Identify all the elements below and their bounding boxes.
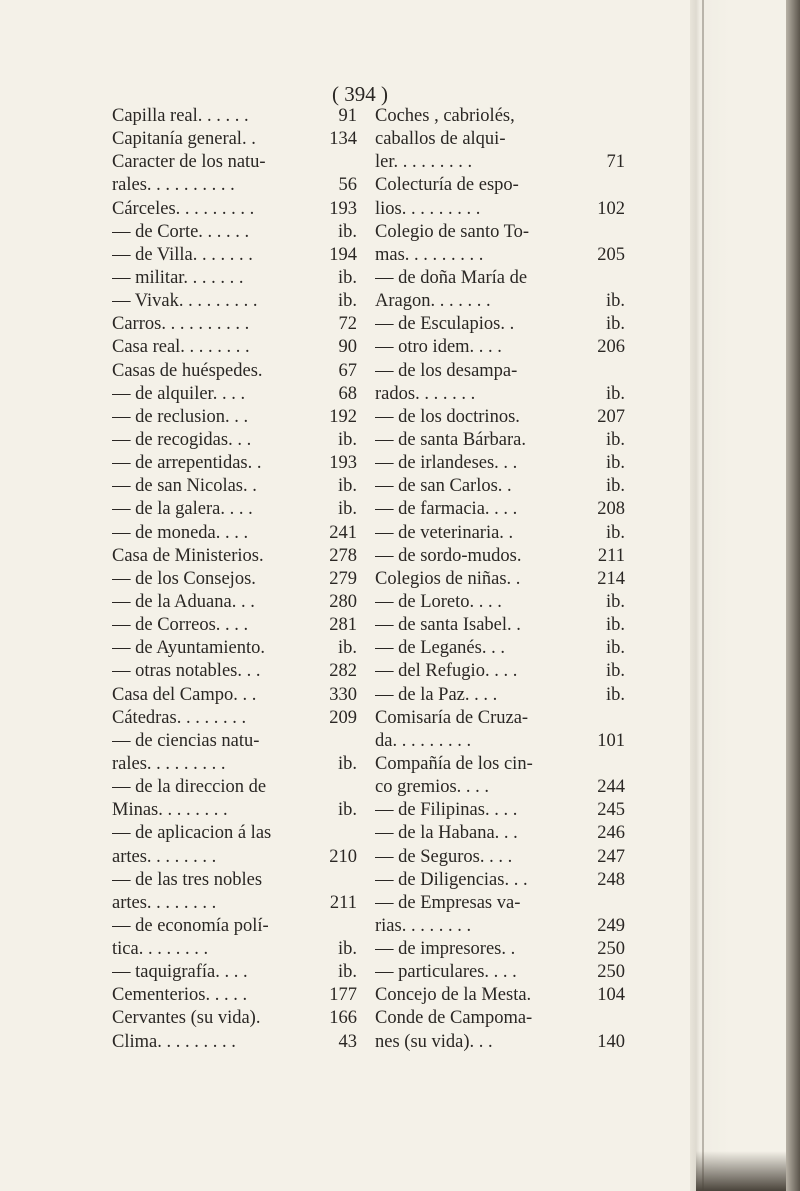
index-term: — de Empresas va- bbox=[375, 892, 521, 913]
index-page-ref: 210 bbox=[329, 846, 357, 867]
index-term: — de la Habana. . . bbox=[375, 823, 518, 844]
index-term: Aragon. . . . . . . bbox=[375, 291, 491, 312]
index-term: Compañía de los cin- bbox=[375, 753, 533, 774]
index-page-ref: 244 bbox=[597, 777, 625, 798]
index-page-ref: ib. bbox=[605, 429, 625, 450]
index-column-left bbox=[112, 105, 357, 1054]
index-term: — Vivak. . . . . . . . . bbox=[112, 291, 258, 312]
index-term: Conde de Campoma- bbox=[375, 1008, 533, 1029]
index-entry bbox=[112, 730, 357, 753]
index-term: da. . . . . . . . . bbox=[375, 730, 472, 751]
index-page-ref: ib. bbox=[337, 939, 357, 960]
index-page-ref: ib. bbox=[337, 221, 357, 242]
index-page-ref: 278 bbox=[329, 545, 357, 566]
index-entry bbox=[112, 869, 357, 892]
index-term: — particulares. . . . bbox=[375, 962, 517, 983]
index-entry bbox=[375, 614, 625, 637]
index-page-ref: ib. bbox=[605, 453, 625, 474]
corner-shadow bbox=[696, 1151, 786, 1191]
index-term: rales. . . . . . . . . . bbox=[112, 175, 235, 196]
index-term: — de la galera. . . . bbox=[112, 499, 253, 520]
index-term: — de los Consejos. bbox=[112, 568, 256, 589]
index-term: Cárceles. . . . . . . . . bbox=[112, 198, 255, 219]
index-page-ref: ib. bbox=[605, 684, 625, 705]
index-term: — de reclusion. . . bbox=[112, 406, 249, 427]
index-term: Coches , cabriolés, bbox=[375, 106, 515, 126]
index-entry bbox=[112, 984, 357, 1007]
index-page-ref: 193 bbox=[329, 198, 357, 219]
index-term: — de Villa. . . . . . . bbox=[112, 244, 253, 265]
index-page-ref: 247 bbox=[597, 846, 625, 867]
index-entry bbox=[375, 336, 625, 359]
index-term: — de Correos. . . . bbox=[112, 615, 249, 636]
index-term: — de santa Isabel. . bbox=[375, 615, 521, 636]
index-entry bbox=[112, 545, 357, 568]
index-entry bbox=[112, 776, 357, 799]
index-entry bbox=[112, 221, 357, 244]
index-entry bbox=[112, 336, 357, 359]
index-term: — de farmacia. . . . bbox=[375, 499, 518, 520]
index-entry bbox=[375, 174, 625, 197]
index-term: tica. . . . . . . . bbox=[112, 939, 209, 960]
index-entry bbox=[375, 498, 625, 521]
index-page-ref: 249 bbox=[597, 915, 625, 936]
index-page-ref: 209 bbox=[329, 707, 357, 728]
index-entry bbox=[375, 545, 625, 568]
index-term: Cervantes (su vida). bbox=[112, 1008, 261, 1029]
index-entry bbox=[375, 522, 625, 545]
index-term: nes (su vida). . . bbox=[375, 1031, 493, 1052]
index-entry bbox=[112, 684, 357, 707]
index-entry bbox=[112, 151, 357, 174]
index-term: — de recogidas. . . bbox=[112, 429, 252, 450]
index-page-ref: 211 bbox=[597, 545, 625, 566]
index-page-ref: 241 bbox=[329, 522, 357, 543]
index-term: Capitanía general. . bbox=[112, 129, 256, 150]
index-entry bbox=[375, 406, 625, 429]
index-entry bbox=[375, 267, 625, 290]
index-entry bbox=[112, 406, 357, 429]
index-term: — de santa Bárbara. bbox=[375, 429, 527, 450]
index-entry bbox=[375, 707, 625, 730]
index-page-ref: 71 bbox=[606, 152, 625, 173]
index-entry bbox=[112, 429, 357, 452]
index-entry bbox=[375, 753, 625, 776]
index-term: — de aplicacion á las bbox=[112, 823, 272, 844]
index-page-ref: 281 bbox=[329, 615, 357, 636]
index-page-ref: ib. bbox=[337, 499, 357, 520]
index-entry bbox=[112, 452, 357, 475]
index-entry bbox=[112, 267, 357, 290]
index-term: artes. . . . . . . . bbox=[112, 892, 217, 913]
index-term: — de moneda. . . . bbox=[112, 522, 249, 543]
index-term: — de Corte. . . . . . bbox=[112, 221, 250, 242]
index-term: — de la Aduana. . . bbox=[112, 591, 255, 612]
index-term: Casas de huéspedes. bbox=[112, 360, 263, 381]
index-page-ref: ib. bbox=[605, 476, 625, 497]
index-page-ref: 102 bbox=[597, 198, 625, 219]
index-entry bbox=[112, 383, 357, 406]
index-entry bbox=[375, 1007, 625, 1030]
index-entry bbox=[375, 961, 625, 984]
index-page-ref: ib. bbox=[337, 638, 357, 659]
index-entry bbox=[112, 938, 357, 961]
index-entry bbox=[112, 522, 357, 545]
index-term: — de Diligencias. . . bbox=[375, 869, 528, 890]
index-entry bbox=[375, 105, 625, 128]
index-page-ref: 134 bbox=[329, 129, 357, 150]
index-page-ref: ib. bbox=[605, 522, 625, 543]
index-entry bbox=[375, 776, 625, 799]
index-page-ref: ib. bbox=[605, 383, 625, 404]
index-entry bbox=[375, 198, 625, 221]
index-page-ref: ib. bbox=[337, 291, 357, 312]
index-term: Colegio de santo To- bbox=[375, 221, 530, 242]
index-entry bbox=[112, 174, 357, 197]
index-page-ref: 67 bbox=[338, 360, 357, 381]
index-page-ref: 248 bbox=[597, 869, 625, 890]
index-entry bbox=[112, 568, 357, 591]
index-page-ref: ib. bbox=[605, 638, 625, 659]
index-page-ref: ib. bbox=[605, 591, 625, 612]
index-term: — de sordo-mudos. bbox=[375, 545, 522, 566]
index-page-ref: ib. bbox=[337, 429, 357, 450]
index-term: — otro idem. . . . bbox=[375, 337, 502, 358]
index-entry bbox=[112, 198, 357, 221]
index-entry bbox=[375, 984, 625, 1007]
index-page-ref: 250 bbox=[597, 962, 625, 983]
index-entry bbox=[112, 1031, 357, 1054]
index-page-ref: 104 bbox=[597, 985, 625, 1006]
index-page-ref: 56 bbox=[338, 175, 357, 196]
index-page-ref: 205 bbox=[597, 244, 625, 265]
index-page-ref: 245 bbox=[597, 800, 625, 821]
index-page-ref: 280 bbox=[329, 591, 357, 612]
index-term: — de la direccion de bbox=[112, 777, 267, 798]
index-term: rias. . . . . . . . bbox=[375, 915, 472, 936]
index-term: rales. . . . . . . . . bbox=[112, 753, 226, 774]
index-term: Concejo de la Mesta. bbox=[375, 985, 532, 1006]
index-term: — otras notables. . . bbox=[112, 661, 261, 682]
index-page-ref: 177 bbox=[329, 985, 357, 1006]
index-page-ref: 206 bbox=[597, 337, 625, 358]
index-term: artes. . . . . . . . bbox=[112, 846, 217, 867]
index-entry bbox=[375, 637, 625, 660]
facing-page-edge bbox=[690, 0, 800, 1191]
index-page-ref: ib. bbox=[337, 800, 357, 821]
index-term: — de ciencias natu- bbox=[112, 730, 260, 751]
index-entry bbox=[375, 128, 625, 151]
index-entry bbox=[112, 313, 357, 336]
index-page-ref: ib. bbox=[337, 962, 357, 983]
index-entry bbox=[375, 660, 625, 683]
index-term: Cátedras. . . . . . . . bbox=[112, 707, 247, 728]
index-page-ref: 207 bbox=[597, 406, 625, 427]
index-page-ref: 330 bbox=[329, 684, 357, 705]
index-term: — taquigrafía. . . . bbox=[112, 962, 248, 983]
index-page-ref: 68 bbox=[338, 383, 357, 404]
index-entry bbox=[112, 591, 357, 614]
index-term: rados. . . . . . . bbox=[375, 383, 476, 404]
index-entry bbox=[375, 892, 625, 915]
index-term: Casa del Campo. . . bbox=[112, 684, 257, 705]
index-term: — militar. . . . . . . bbox=[112, 267, 244, 288]
index-entry bbox=[112, 707, 357, 730]
index-page-ref: 246 bbox=[597, 823, 625, 844]
page-fold-line bbox=[702, 0, 704, 1191]
index-term: — de Filipinas. . . . bbox=[375, 800, 518, 821]
index-term: Minas. . . . . . . . bbox=[112, 800, 228, 821]
index-page-ref: 279 bbox=[329, 568, 357, 589]
index-entry bbox=[375, 151, 625, 174]
index-entry bbox=[375, 360, 625, 383]
index-term: — de Seguros. . . . bbox=[375, 846, 513, 867]
index-term: — de doña María de bbox=[375, 267, 528, 288]
index-entry bbox=[112, 892, 357, 915]
index-entry bbox=[112, 290, 357, 313]
index-page-ref: 211 bbox=[329, 892, 357, 913]
index-term: — de Esculapios. . bbox=[375, 314, 515, 335]
index-term: co gremios. . . . bbox=[375, 777, 490, 798]
index-page-ref: 214 bbox=[597, 568, 625, 589]
page-number: ( 394 ) bbox=[332, 82, 388, 106]
index-entry bbox=[375, 383, 625, 406]
index-page-ref: 140 bbox=[597, 1031, 625, 1052]
index-term: — de irlandeses. . . bbox=[375, 453, 518, 474]
index-entry bbox=[375, 452, 625, 475]
index-entry bbox=[375, 822, 625, 845]
index-entry bbox=[375, 244, 625, 267]
index-term: Clima. . . . . . . . . bbox=[112, 1031, 236, 1052]
index-entry bbox=[112, 846, 357, 869]
index-term: — de los desampa- bbox=[375, 360, 518, 381]
index-entry bbox=[375, 290, 625, 313]
index-term: — de arrepentidas. . bbox=[112, 453, 262, 474]
index-term: Casa real. . . . . . . . bbox=[112, 337, 250, 358]
binding-shadow bbox=[786, 0, 800, 1191]
index-term: Colegios de niñas. . bbox=[375, 568, 521, 589]
index-term: mas. . . . . . . . . bbox=[375, 244, 484, 265]
index-term: — de san Nicolas. . bbox=[112, 476, 257, 497]
index-entry bbox=[112, 1007, 357, 1030]
index-term: Colecturía de espo- bbox=[375, 175, 519, 196]
index-term: — de las tres nobles bbox=[112, 869, 263, 890]
index-term: Casa de Ministerios. bbox=[112, 545, 264, 566]
index-entry bbox=[112, 915, 357, 938]
index-entry bbox=[375, 915, 625, 938]
index-page-ref: 194 bbox=[329, 244, 357, 265]
index-entry bbox=[375, 846, 625, 869]
index-page-ref: 43 bbox=[338, 1031, 357, 1052]
index-term: — de alquiler. . . . bbox=[112, 383, 246, 404]
index-entry bbox=[375, 313, 625, 336]
index-page-ref: 282 bbox=[329, 661, 357, 682]
index-entry bbox=[375, 221, 625, 244]
index-term: — de Ayuntamiento. bbox=[112, 638, 265, 659]
index-term: — de Leganés. . . bbox=[375, 638, 505, 659]
index-page-ref: ib. bbox=[337, 267, 357, 288]
index-term: — de economía polí- bbox=[112, 915, 269, 936]
index-entry bbox=[112, 753, 357, 776]
index-page-ref: 101 bbox=[597, 730, 625, 751]
index-page-ref: ib. bbox=[337, 476, 357, 497]
index-entry bbox=[375, 429, 625, 452]
index-entry bbox=[375, 938, 625, 961]
index-entry bbox=[112, 660, 357, 683]
index-entry bbox=[375, 1031, 625, 1054]
index-entry bbox=[375, 869, 625, 892]
index-term: Capilla real. . . . . . bbox=[112, 106, 249, 126]
index-entry bbox=[112, 822, 357, 845]
index-entry bbox=[375, 684, 625, 707]
index-entry bbox=[112, 105, 357, 128]
index-page-ref: 72 bbox=[338, 314, 357, 335]
index-page-ref: 90 bbox=[338, 337, 357, 358]
index-term: Caracter de los natu- bbox=[112, 152, 266, 173]
index-entry bbox=[375, 730, 625, 753]
index-term: Carros. . . . . . . . . . bbox=[112, 314, 250, 335]
index-entry bbox=[375, 568, 625, 591]
index-entry bbox=[112, 799, 357, 822]
index-page-ref: ib. bbox=[337, 753, 357, 774]
index-page-ref: 250 bbox=[597, 939, 625, 960]
index-entry bbox=[112, 360, 357, 383]
index-term: — de san Carlos. . bbox=[375, 476, 512, 497]
index-term: — de Loreto. . . . bbox=[375, 591, 502, 612]
index-page-ref: 193 bbox=[329, 453, 357, 474]
index-term: — de impresores. . bbox=[375, 939, 516, 960]
index-entry bbox=[112, 637, 357, 660]
index-page-ref: 208 bbox=[597, 499, 625, 520]
index-page-ref: ib. bbox=[605, 291, 625, 312]
index-entry bbox=[112, 128, 357, 151]
index-entry bbox=[112, 614, 357, 637]
index-term: Comisaría de Cruza- bbox=[375, 707, 529, 728]
index-entry bbox=[112, 244, 357, 267]
index-page-ref: ib. bbox=[605, 615, 625, 636]
index-page-ref: 91 bbox=[338, 106, 357, 126]
index-term: lios. . . . . . . . . bbox=[375, 198, 481, 219]
index-entry bbox=[112, 498, 357, 521]
index-term: — del Refugio. . . . bbox=[375, 661, 518, 682]
index-term: caballos de alqui- bbox=[375, 129, 506, 150]
index-page-ref: 166 bbox=[329, 1008, 357, 1029]
index-column-right bbox=[375, 105, 625, 1054]
index-entry bbox=[112, 475, 357, 498]
index-entry bbox=[375, 799, 625, 822]
index-term: Cementerios. . . . . bbox=[112, 985, 248, 1006]
index-term: — de la Paz. . . . bbox=[375, 684, 498, 705]
index-entry bbox=[375, 475, 625, 498]
index-page-ref: ib. bbox=[605, 661, 625, 682]
index-page-ref: 192 bbox=[329, 406, 357, 427]
index-entry bbox=[112, 961, 357, 984]
index-term: — de los doctrinos. bbox=[375, 406, 520, 427]
index-term: — de veterinaria. . bbox=[375, 522, 514, 543]
index-term: ler. . . . . . . . . bbox=[375, 152, 473, 173]
index-entry bbox=[375, 591, 625, 614]
index-page-ref: ib. bbox=[605, 314, 625, 335]
